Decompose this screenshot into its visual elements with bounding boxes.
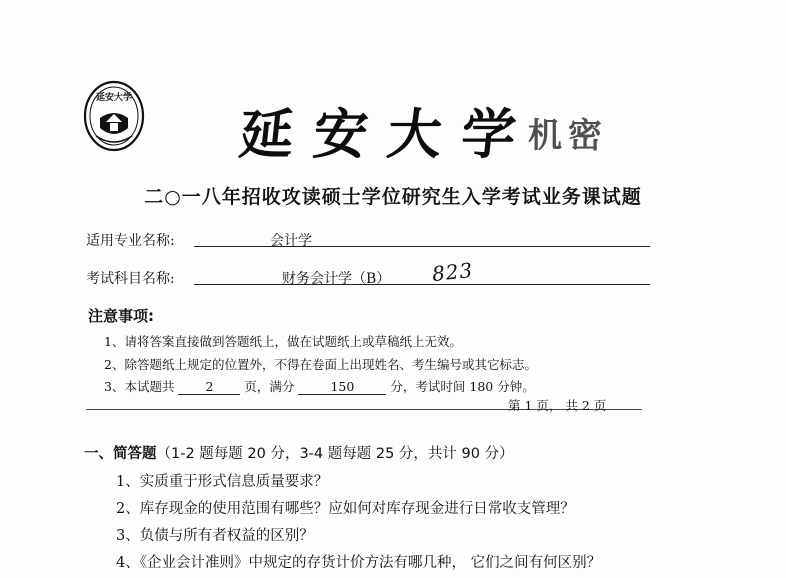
subject-underline bbox=[194, 284, 650, 285]
university-seal-logo bbox=[82, 78, 146, 154]
subject-field-row bbox=[86, 257, 656, 292]
subject-value: 财务会计学（B） bbox=[282, 271, 391, 287]
major-underline bbox=[194, 246, 650, 247]
page-number-info: 第 1 页， 共 2 页 bbox=[508, 398, 607, 413]
section-1-heading bbox=[84, 442, 514, 463]
full-score-blank: 150 bbox=[298, 380, 386, 395]
notice-item-3-mid2: 分，考试时间 180 分钟。 bbox=[390, 379, 535, 394]
question-3: 3、负债与所有者权益的区别？ bbox=[116, 528, 314, 544]
major-value: 会计学 bbox=[270, 233, 312, 249]
total-pages-blank: 2 bbox=[178, 380, 240, 395]
major-field-row bbox=[86, 230, 656, 254]
major-label: 适用专业名称: bbox=[86, 233, 175, 249]
university-name-calligraphy: 延安大学 bbox=[236, 102, 539, 166]
subject-label: 考试科目名称: bbox=[86, 271, 175, 287]
question-1: 1、实质重于形式信息质量要求？ bbox=[116, 474, 329, 490]
svg-text:延安大学: 延安大学 bbox=[95, 93, 133, 103]
notice-item-3 bbox=[104, 377, 535, 395]
confidential-stamp: 机密 bbox=[528, 116, 608, 156]
notice-title: 注意事项: bbox=[88, 307, 154, 325]
notice-item-3-mid1: 页，满分 bbox=[244, 379, 295, 394]
question-4: 4、《企业会计准则》中规定的存货计价方法有哪几种， 它们之间有何区别？ bbox=[116, 555, 602, 571]
question-2: 2、库存现金的使用范围有哪些？应如何对库存现金进行日常收支管理？ bbox=[116, 501, 575, 517]
notice-item-1: 1、请将答案直接做到答题纸上，做在试题纸上或草稿纸上无效。 bbox=[104, 334, 462, 349]
notice-item-3-prefix: 3、本试题共 bbox=[104, 379, 175, 394]
subject-code-handwritten: 823 bbox=[430, 257, 475, 287]
section-1-title: 一、简答题 bbox=[84, 446, 157, 462]
notice-item-2: 2、除答题纸上规定的位置外，不得在卷面上出现姓名、考生编号或其它标志。 bbox=[104, 357, 537, 372]
exam-title: 二○一八年招收攻读硕士学位研究生入学考试业务课试题 bbox=[144, 186, 642, 208]
section-1-scoring: （1-2 题每题 20 分，3-4 题每题 25 分，共计 90 分） bbox=[156, 446, 514, 462]
